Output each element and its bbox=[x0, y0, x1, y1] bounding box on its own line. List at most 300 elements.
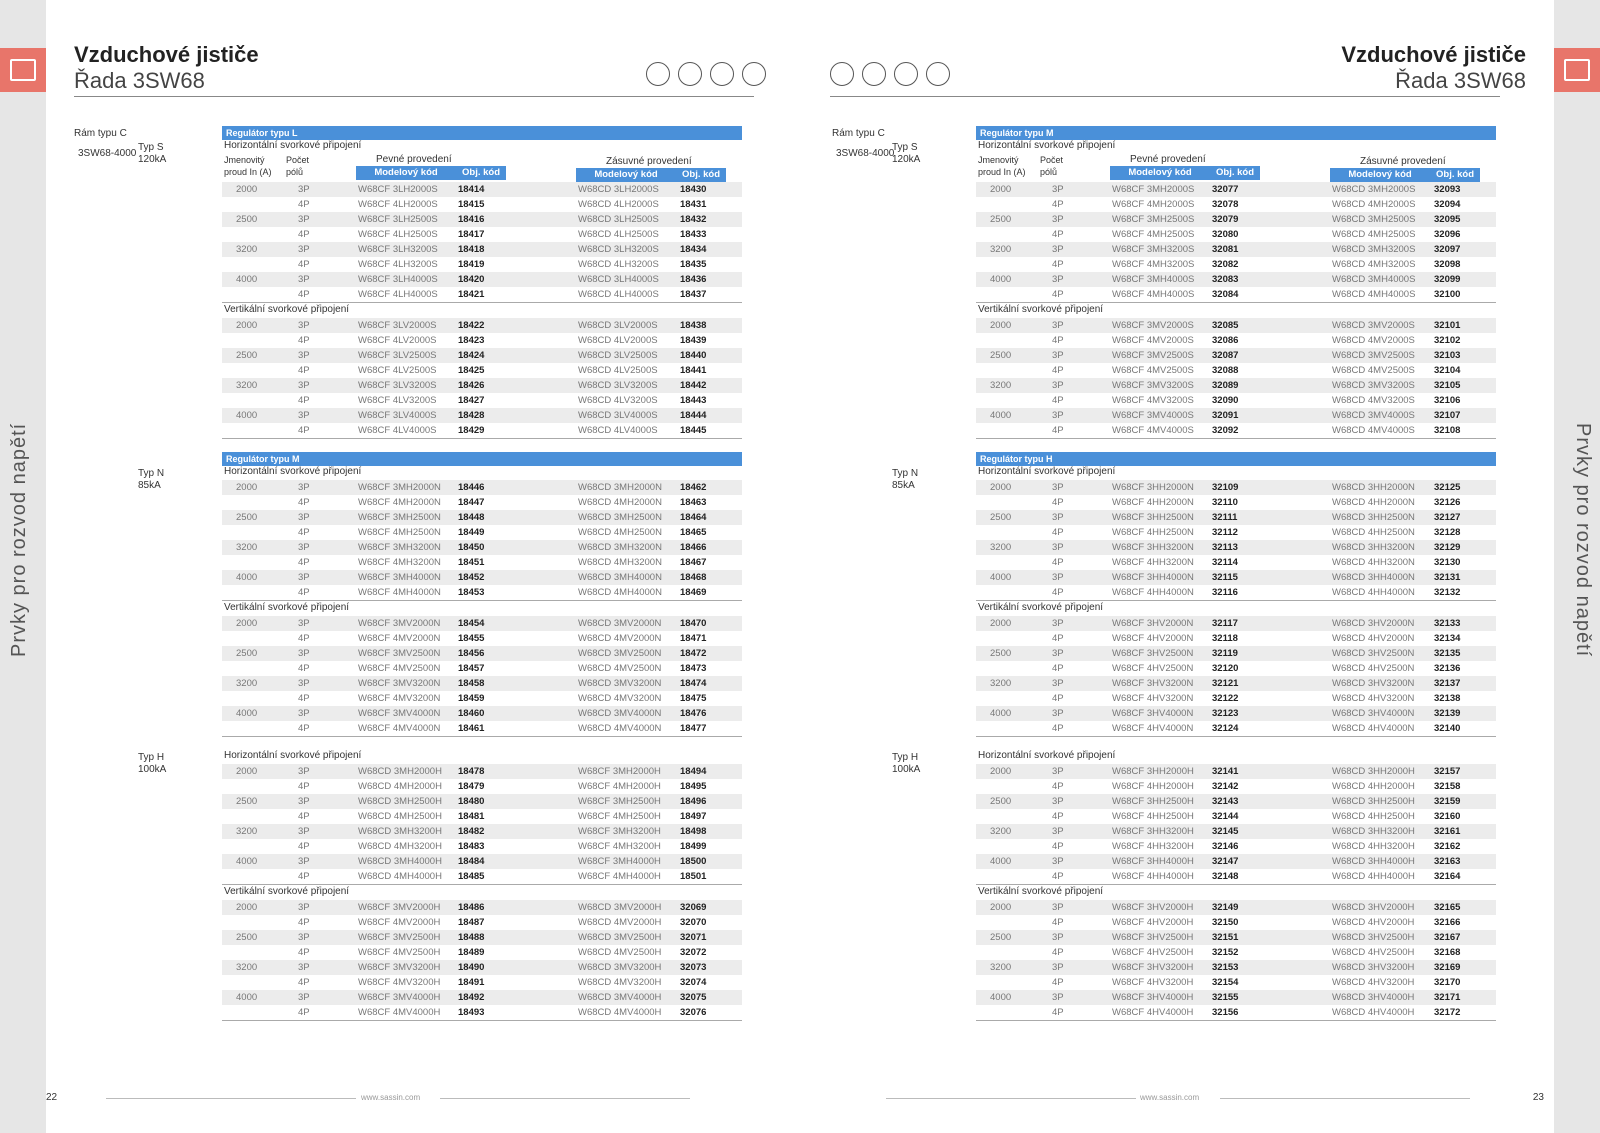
table-row bbox=[222, 287, 742, 302]
table-row bbox=[976, 540, 1496, 555]
withdrawable-model: W68CD 3LV2000S bbox=[578, 320, 658, 331]
withdrawable-model: W68CD 4MH2500N bbox=[578, 527, 662, 538]
table-row bbox=[222, 378, 742, 393]
withdrawable-order: 32072 bbox=[680, 947, 707, 958]
section-horizontal: Horizontální svorkové připojení bbox=[978, 750, 1116, 761]
table-row bbox=[976, 182, 1496, 197]
fixed-order: 32115 bbox=[1212, 572, 1238, 583]
withdrawable-order: 32098 bbox=[1434, 259, 1461, 270]
current-value: 3200 bbox=[236, 244, 258, 255]
poles-value: 3P bbox=[1052, 244, 1064, 255]
col-order: Obj. kód bbox=[1430, 168, 1480, 182]
withdrawable-model: W68CD 4LH4000S bbox=[578, 289, 659, 300]
poles-value: 4P bbox=[298, 871, 310, 882]
withdrawable-model: W68CD 4MV4000N bbox=[578, 723, 662, 734]
poles-value: 4P bbox=[1052, 633, 1064, 644]
withdrawable-model: W68CF 4MH2000H bbox=[578, 781, 661, 792]
fixed-model: W68CF 3HH3200H bbox=[1112, 826, 1194, 837]
withdrawable-order: 32166 bbox=[1434, 917, 1461, 928]
withdrawable-order: 18445 bbox=[680, 425, 707, 436]
current-value: 4000 bbox=[236, 572, 258, 583]
table-row bbox=[222, 480, 742, 495]
fixed-model: W68CF 3HH4000H bbox=[1112, 856, 1194, 867]
table-row bbox=[222, 333, 742, 348]
current-value: 2000 bbox=[236, 482, 258, 493]
fixed-model: W68CF 3MV3200H bbox=[358, 962, 441, 973]
fixed-order: 18451 bbox=[458, 557, 485, 568]
poles-value: 4P bbox=[1052, 289, 1064, 300]
withdrawable-model: W68CD 3MV4000N bbox=[578, 708, 662, 719]
withdrawable-model: W68CD 3LV4000S bbox=[578, 410, 658, 421]
withdrawable-model: W68CD 3MV4000H bbox=[578, 992, 662, 1003]
col-model: Modelový kód bbox=[576, 168, 676, 182]
fixed-order: 32084 bbox=[1212, 289, 1239, 300]
withdrawable-model: W68CD 4HV4000N bbox=[1332, 723, 1415, 734]
table-row bbox=[222, 691, 742, 706]
table-row bbox=[976, 348, 1496, 363]
withdrawable-model: W68CD 4HH2500N bbox=[1332, 527, 1415, 538]
table-row bbox=[976, 721, 1496, 736]
fixed-order: 18478 bbox=[458, 766, 485, 777]
withdrawable-model: W68CF 4MH2500H bbox=[578, 811, 661, 822]
withdrawable-order: 18474 bbox=[680, 678, 707, 689]
poles-value: 3P bbox=[1052, 708, 1064, 719]
poles-value: 4P bbox=[298, 1007, 310, 1018]
table-row bbox=[222, 423, 742, 438]
poles-value: 3P bbox=[1052, 184, 1064, 195]
poles-value: 4P bbox=[298, 977, 310, 988]
withdrawable-order: 18501 bbox=[680, 871, 707, 882]
withdrawable-order: 18442 bbox=[680, 380, 707, 391]
withdrawable-order: 32140 bbox=[1434, 723, 1461, 734]
table-row bbox=[222, 764, 742, 779]
withdrawable-order: 18472 bbox=[680, 648, 707, 659]
col-order: Obj. kód bbox=[676, 168, 726, 182]
table-row bbox=[976, 794, 1496, 809]
fixed-order: 32080 bbox=[1212, 229, 1239, 240]
withdrawable-model: W68CD 3MV4000S bbox=[1332, 410, 1415, 421]
fixed-order: 18457 bbox=[458, 663, 485, 674]
fixed-order: 18415 bbox=[458, 199, 485, 210]
withdrawable-order: 18497 bbox=[680, 811, 707, 822]
breaker-icon bbox=[0, 48, 46, 92]
withdrawable-model: W68CD 4HV3200N bbox=[1332, 693, 1415, 704]
withdrawable-model: W68CD 4HH3200N bbox=[1332, 557, 1415, 568]
withdrawable-order: 32101 bbox=[1434, 320, 1461, 331]
poles-value: 3P bbox=[1052, 320, 1064, 331]
fixed-model: W68CF 3HV2000N bbox=[1112, 618, 1194, 629]
withdrawable-model: W68CD 4HV2500H bbox=[1332, 947, 1415, 958]
current-value: 4000 bbox=[236, 708, 258, 719]
withdrawable-model: W68CD 4MV2000S bbox=[1332, 335, 1415, 346]
table-row bbox=[222, 930, 742, 945]
table-row bbox=[222, 616, 742, 631]
withdrawable-order: 18469 bbox=[680, 587, 707, 598]
withdrawable-order: 18473 bbox=[680, 663, 707, 674]
withdrawable-order: 18500 bbox=[680, 856, 707, 867]
regulator-bar: Regulátor typu M bbox=[222, 452, 742, 466]
current-value: 2000 bbox=[990, 184, 1012, 195]
current-value: 3200 bbox=[990, 678, 1012, 689]
poles-value: 3P bbox=[298, 992, 310, 1003]
fixed-model: W68CF 4HV3200N bbox=[1112, 693, 1194, 704]
withdrawable-model: W68CD 3LH2500S bbox=[578, 214, 659, 225]
page-number: 22 bbox=[46, 1092, 58, 1103]
withdrawable-order: 18437 bbox=[680, 289, 707, 300]
fixed-model: W68CF 3HH2500N bbox=[1112, 512, 1194, 523]
withdrawable-order: 18436 bbox=[680, 274, 707, 285]
poles-value: 3P bbox=[1052, 932, 1064, 943]
current-value: 2000 bbox=[236, 766, 258, 777]
withdrawable-model: W68CD 3MV2500H bbox=[578, 932, 662, 943]
poles-value: 4P bbox=[298, 365, 310, 376]
withdrawable-model: W68CD 4MH4000N bbox=[578, 587, 662, 598]
fixed-model: W68CF 4MV4000N bbox=[358, 723, 441, 734]
withdrawable-order: 32100 bbox=[1434, 289, 1461, 300]
building-icon bbox=[678, 62, 702, 86]
footer-divider bbox=[1220, 1098, 1470, 1099]
withdrawable-model: W68CD 4HH2500H bbox=[1332, 811, 1415, 822]
withdrawable-order: 18440 bbox=[680, 350, 707, 361]
fixed-model: W68CF 3MV4000H bbox=[358, 992, 441, 1003]
poles-value: 4P bbox=[1052, 527, 1064, 538]
current-value: 2500 bbox=[236, 932, 258, 943]
withdrawable-model: W68CD 4LV3200S bbox=[578, 395, 658, 406]
fixed-model: W68CF 4MV2500S bbox=[1112, 365, 1194, 376]
withdrawable-model: W68CD 4HH2000N bbox=[1332, 497, 1415, 508]
fixed-model: W68CF 3LV3200S bbox=[358, 380, 437, 391]
fixed-order: 32116 bbox=[1212, 587, 1238, 598]
table-row bbox=[976, 257, 1496, 272]
withdrawable-order: 18439 bbox=[680, 335, 707, 346]
withdrawable-order: 32094 bbox=[1434, 199, 1461, 210]
fixed-model: W68CF 3LV4000S bbox=[358, 410, 437, 421]
withdrawable-order: 32131 bbox=[1434, 572, 1461, 583]
fixed-order: 32091 bbox=[1212, 410, 1239, 421]
table-row bbox=[222, 585, 742, 600]
table-row bbox=[222, 721, 742, 736]
poles-value: 4P bbox=[1052, 199, 1064, 210]
poles-value: 3P bbox=[298, 244, 310, 255]
poles-value: 3P bbox=[1052, 902, 1064, 913]
fixed-order: 18456 bbox=[458, 648, 485, 659]
fixed-model: W68CF 4HV4000N bbox=[1112, 723, 1194, 734]
row-separator bbox=[976, 1020, 1496, 1021]
current-value: 2000 bbox=[990, 902, 1012, 913]
withdrawable-order: 32133 bbox=[1434, 618, 1461, 629]
current-value: 2500 bbox=[990, 648, 1012, 659]
withdrawable-order: 32158 bbox=[1434, 781, 1461, 792]
withdrawable-model: W68CD 3LH3200S bbox=[578, 244, 659, 255]
fixed-model: W68CF 4HH4000H bbox=[1112, 871, 1194, 882]
fixed-order: 32113 bbox=[1212, 542, 1238, 553]
poles-value: 4P bbox=[1052, 977, 1064, 988]
fixed-model: W68CF 4MV2000H bbox=[358, 917, 441, 928]
withdrawable-model: W68CD 3HH4000H bbox=[1332, 856, 1415, 867]
fixed-order: 32083 bbox=[1212, 274, 1239, 285]
withdrawable-model: W68CD 3MH3200N bbox=[578, 542, 662, 553]
current-value: 3200 bbox=[990, 244, 1012, 255]
fixed-order: 18481 bbox=[458, 811, 485, 822]
row-separator bbox=[222, 302, 742, 303]
poles-value: 3P bbox=[1052, 410, 1064, 421]
withdrawable-order: 18463 bbox=[680, 497, 707, 508]
fixed-model: W68CF 3HV3200H bbox=[1112, 962, 1194, 973]
withdrawable-model: W68CD 4LH2000S bbox=[578, 199, 659, 210]
col-order: Obj. kód bbox=[456, 166, 506, 180]
table-row bbox=[976, 272, 1496, 287]
poles-value: 4P bbox=[1052, 229, 1064, 240]
poles-value: 4P bbox=[1052, 871, 1064, 882]
current-value: 3200 bbox=[236, 962, 258, 973]
current-value: 3200 bbox=[990, 380, 1012, 391]
fixed-model: W68CD 3MH2000H bbox=[358, 766, 442, 777]
withdrawable-model: W68CD 4MV3200S bbox=[1332, 395, 1415, 406]
poles-value: 3P bbox=[1052, 350, 1064, 361]
fixed-order: 18455 bbox=[458, 633, 485, 644]
fixed-model: W68CF 3HV4000N bbox=[1112, 708, 1194, 719]
table-row bbox=[222, 990, 742, 1005]
table-row bbox=[222, 363, 742, 378]
poles-value: 4P bbox=[1052, 693, 1064, 704]
table-row bbox=[976, 1005, 1496, 1020]
poles-value: 3P bbox=[298, 184, 310, 195]
withdrawable-model: W68CF 4MH4000H bbox=[578, 871, 661, 882]
col-current: Jmenovitý proud In (A) bbox=[978, 155, 1026, 177]
withdrawable-order: 18431 bbox=[680, 199, 707, 210]
withdrawable-model: W68CF 3MH2000H bbox=[578, 766, 661, 777]
withdrawable-model: W68CD 3MV3200N bbox=[578, 678, 662, 689]
fixed-model: W68CD 3MH2500H bbox=[358, 796, 442, 807]
poles-value: 3P bbox=[298, 542, 310, 553]
withdrawable-model: W68CD 4MV2000H bbox=[578, 917, 662, 928]
table-row bbox=[976, 779, 1496, 794]
table-row bbox=[976, 616, 1496, 631]
poles-value: 3P bbox=[1052, 274, 1064, 285]
table-row bbox=[976, 809, 1496, 824]
withdrawable-model: W68CD 3MH2000S bbox=[1332, 184, 1416, 195]
withdrawable-order: 32108 bbox=[1434, 425, 1461, 436]
row-separator bbox=[222, 438, 742, 439]
current-value: 4000 bbox=[990, 856, 1012, 867]
table-row bbox=[222, 869, 742, 884]
regulator-bar: Regulátor typu H bbox=[976, 452, 1496, 466]
withdrawable-order: 32104 bbox=[1434, 365, 1461, 376]
current-value: 3200 bbox=[236, 380, 258, 391]
withdrawable-order: 32125 bbox=[1434, 482, 1461, 493]
poles-value: 4P bbox=[298, 781, 310, 792]
withdrawable-model: W68CD 3HH3200H bbox=[1332, 826, 1415, 837]
withdrawable-model: W68CD 3HH2000N bbox=[1332, 482, 1415, 493]
fixed-order: 32156 bbox=[1212, 1007, 1239, 1018]
fixed-model: W68CF 4LV3200S bbox=[358, 395, 437, 406]
fixed-model: W68CF 4HH3200N bbox=[1112, 557, 1194, 568]
poles-value: 4P bbox=[298, 497, 310, 508]
poles-value: 3P bbox=[1052, 648, 1064, 659]
fixed-order: 32092 bbox=[1212, 425, 1239, 436]
col-withdrawable: Zásuvné provedení bbox=[1360, 156, 1446, 167]
withdrawable-model: W68CD 4LH3200S bbox=[578, 259, 659, 270]
withdrawable-order: 32097 bbox=[1434, 244, 1461, 255]
fixed-model: W68CF 3MV2500H bbox=[358, 932, 441, 943]
table-row bbox=[976, 706, 1496, 721]
current-value: 2500 bbox=[236, 648, 258, 659]
table-row bbox=[222, 495, 742, 510]
poles-value: 4P bbox=[298, 947, 310, 958]
type-rating: 100kA bbox=[138, 764, 167, 775]
industry-icon bbox=[894, 62, 918, 86]
fixed-order: 32122 bbox=[1212, 693, 1239, 704]
poles-value: 4P bbox=[298, 723, 310, 734]
fixed-model: W68CF 3MH2000S bbox=[1112, 184, 1195, 195]
current-value: 4000 bbox=[990, 708, 1012, 719]
table-row bbox=[976, 555, 1496, 570]
left-side-label: Prvky pro rozvod napětí bbox=[8, 422, 30, 658]
withdrawable-order: 18434 bbox=[680, 244, 707, 255]
fixed-model: W68CF 3HH3200N bbox=[1112, 542, 1194, 553]
withdrawable-model: W68CD 3LV3200S bbox=[578, 380, 658, 391]
fixed-order: 18416 bbox=[458, 214, 485, 225]
withdrawable-model: W68CD 3HH3200N bbox=[1332, 542, 1415, 553]
fixed-model: W68CF 3MH2500N bbox=[358, 512, 441, 523]
withdrawable-model: W68CD 3LV2500S bbox=[578, 350, 658, 361]
poles-value: 4P bbox=[298, 289, 310, 300]
fixed-model: W68CF 3MH2500S bbox=[1112, 214, 1195, 225]
table-row bbox=[222, 1005, 742, 1020]
fixed-order: 18459 bbox=[458, 693, 485, 704]
poles-value: 4P bbox=[1052, 395, 1064, 406]
withdrawable-model: W68CD 3HV4000N bbox=[1332, 708, 1415, 719]
fixed-model: W68CF 3MV2000H bbox=[358, 902, 441, 913]
section-horizontal: Horizontální svorkové připojení bbox=[224, 140, 362, 151]
poles-value: 4P bbox=[1052, 425, 1064, 436]
fixed-order: 32119 bbox=[1212, 648, 1238, 659]
table-row bbox=[222, 809, 742, 824]
fixed-order: 32149 bbox=[1212, 902, 1239, 913]
fixed-order: 32112 bbox=[1212, 527, 1238, 538]
frame-value: 3SW68-4000 bbox=[78, 148, 137, 159]
table-row bbox=[222, 854, 742, 869]
fixed-order: 32081 bbox=[1212, 244, 1239, 255]
withdrawable-order: 32132 bbox=[1434, 587, 1461, 598]
fixed-model: W68CF 4HH3200H bbox=[1112, 841, 1194, 852]
fixed-model: W68CF 3MV4000S bbox=[1112, 410, 1194, 421]
withdrawable-order: 18466 bbox=[680, 542, 707, 553]
row-separator bbox=[976, 884, 1496, 885]
poles-value: 3P bbox=[298, 274, 310, 285]
poles-value: 3P bbox=[1052, 380, 1064, 391]
fixed-model: W68CF 4HH4000N bbox=[1112, 587, 1194, 598]
fixed-order: 18485 bbox=[458, 871, 485, 882]
fixed-model: W68CF 4MV2000N bbox=[358, 633, 441, 644]
current-value: 2500 bbox=[990, 350, 1012, 361]
withdrawable-order: 32135 bbox=[1434, 648, 1461, 659]
type-label: Typ S bbox=[892, 142, 918, 153]
table-row bbox=[976, 408, 1496, 423]
withdrawable-model: W68CD 3LH4000S bbox=[578, 274, 659, 285]
fixed-model: W68CF 3HV2500N bbox=[1112, 648, 1194, 659]
fixed-order: 32123 bbox=[1212, 708, 1239, 719]
withdrawable-model: W68CD 4HH4000N bbox=[1332, 587, 1415, 598]
poles-value: 4P bbox=[298, 425, 310, 436]
page-title: Vzduchové jističe bbox=[1341, 42, 1526, 67]
poles-value: 3P bbox=[298, 410, 310, 421]
fixed-model: W68CF 4LV2500S bbox=[358, 365, 437, 376]
table-row bbox=[976, 525, 1496, 540]
withdrawable-model: W68CD 4HH2000H bbox=[1332, 781, 1415, 792]
poles-value: 4P bbox=[1052, 497, 1064, 508]
withdrawable-model: W68CD 4HV2000H bbox=[1332, 917, 1415, 928]
fixed-model: W68CF 3HV3200N bbox=[1112, 678, 1194, 689]
current-value: 3200 bbox=[236, 826, 258, 837]
current-value: 2000 bbox=[236, 618, 258, 629]
withdrawable-order: 32165 bbox=[1434, 902, 1461, 913]
poles-value: 4P bbox=[1052, 917, 1064, 928]
fixed-model: W68CF 4MH3200S bbox=[1112, 259, 1195, 270]
fixed-order: 18417 bbox=[458, 229, 485, 240]
fixed-order: 32120 bbox=[1212, 663, 1239, 674]
withdrawable-model: W68CD 4MV2000N bbox=[578, 633, 662, 644]
table-row bbox=[222, 272, 742, 287]
current-value: 2500 bbox=[990, 214, 1012, 225]
current-value: 4000 bbox=[236, 856, 258, 867]
withdrawable-order: 32129 bbox=[1434, 542, 1461, 553]
withdrawable-model: W68CD 3HV2000N bbox=[1332, 618, 1415, 629]
poles-value: 3P bbox=[1052, 618, 1064, 629]
fixed-order: 32111 bbox=[1212, 512, 1238, 523]
fixed-order: 18428 bbox=[458, 410, 485, 421]
fixed-order: 32145 bbox=[1212, 826, 1239, 837]
fixed-order: 18480 bbox=[458, 796, 485, 807]
poles-value: 4P bbox=[1052, 259, 1064, 270]
withdrawable-model: W68CD 3MH2500S bbox=[1332, 214, 1416, 225]
current-value: 2500 bbox=[236, 214, 258, 225]
withdrawable-model: W68CD 3HV2500N bbox=[1332, 648, 1415, 659]
table-row bbox=[976, 333, 1496, 348]
current-value: 3200 bbox=[990, 542, 1012, 553]
right-page bbox=[800, 0, 1554, 1133]
withdrawable-model: W68CD 3MH2500N bbox=[578, 512, 662, 523]
fixed-model: W68CF 4LH2000S bbox=[358, 199, 438, 210]
section-horizontal: Horizontální svorkové připojení bbox=[978, 140, 1116, 151]
poles-value: 4P bbox=[298, 693, 310, 704]
col-current: Jmenovitý proud In (A) bbox=[224, 155, 272, 177]
table-row bbox=[976, 945, 1496, 960]
fixed-order: 32082 bbox=[1212, 259, 1239, 270]
table-row bbox=[222, 706, 742, 721]
poles-value: 4P bbox=[298, 395, 310, 406]
fixed-model: W68CF 4HH2500N bbox=[1112, 527, 1194, 538]
poles-value: 4P bbox=[1052, 663, 1064, 674]
fixed-model: W68CF 4MH2000S bbox=[1112, 199, 1195, 210]
fixed-order: 32144 bbox=[1212, 811, 1239, 822]
person-icon bbox=[742, 62, 766, 86]
withdrawable-order: 18465 bbox=[680, 527, 707, 538]
table-row bbox=[222, 975, 742, 990]
fixed-model: W68CF 4MH3200N bbox=[358, 557, 441, 568]
current-value: 3200 bbox=[990, 962, 1012, 973]
fixed-model: W68CF 4LH2500S bbox=[358, 229, 438, 240]
withdrawable-model: W68CD 4LH2500S bbox=[578, 229, 659, 240]
row-separator bbox=[222, 736, 742, 737]
fixed-model: W68CD 3MH3200H bbox=[358, 826, 442, 837]
withdrawable-order: 18433 bbox=[680, 229, 707, 240]
fixed-model: W68CD 4MH2500H bbox=[358, 811, 442, 822]
withdrawable-model: W68CD 3HV2000H bbox=[1332, 902, 1415, 913]
poles-value: 3P bbox=[298, 350, 310, 361]
poles-value: 3P bbox=[298, 826, 310, 837]
section-horizontal: Horizontální svorkové připojení bbox=[978, 466, 1116, 477]
